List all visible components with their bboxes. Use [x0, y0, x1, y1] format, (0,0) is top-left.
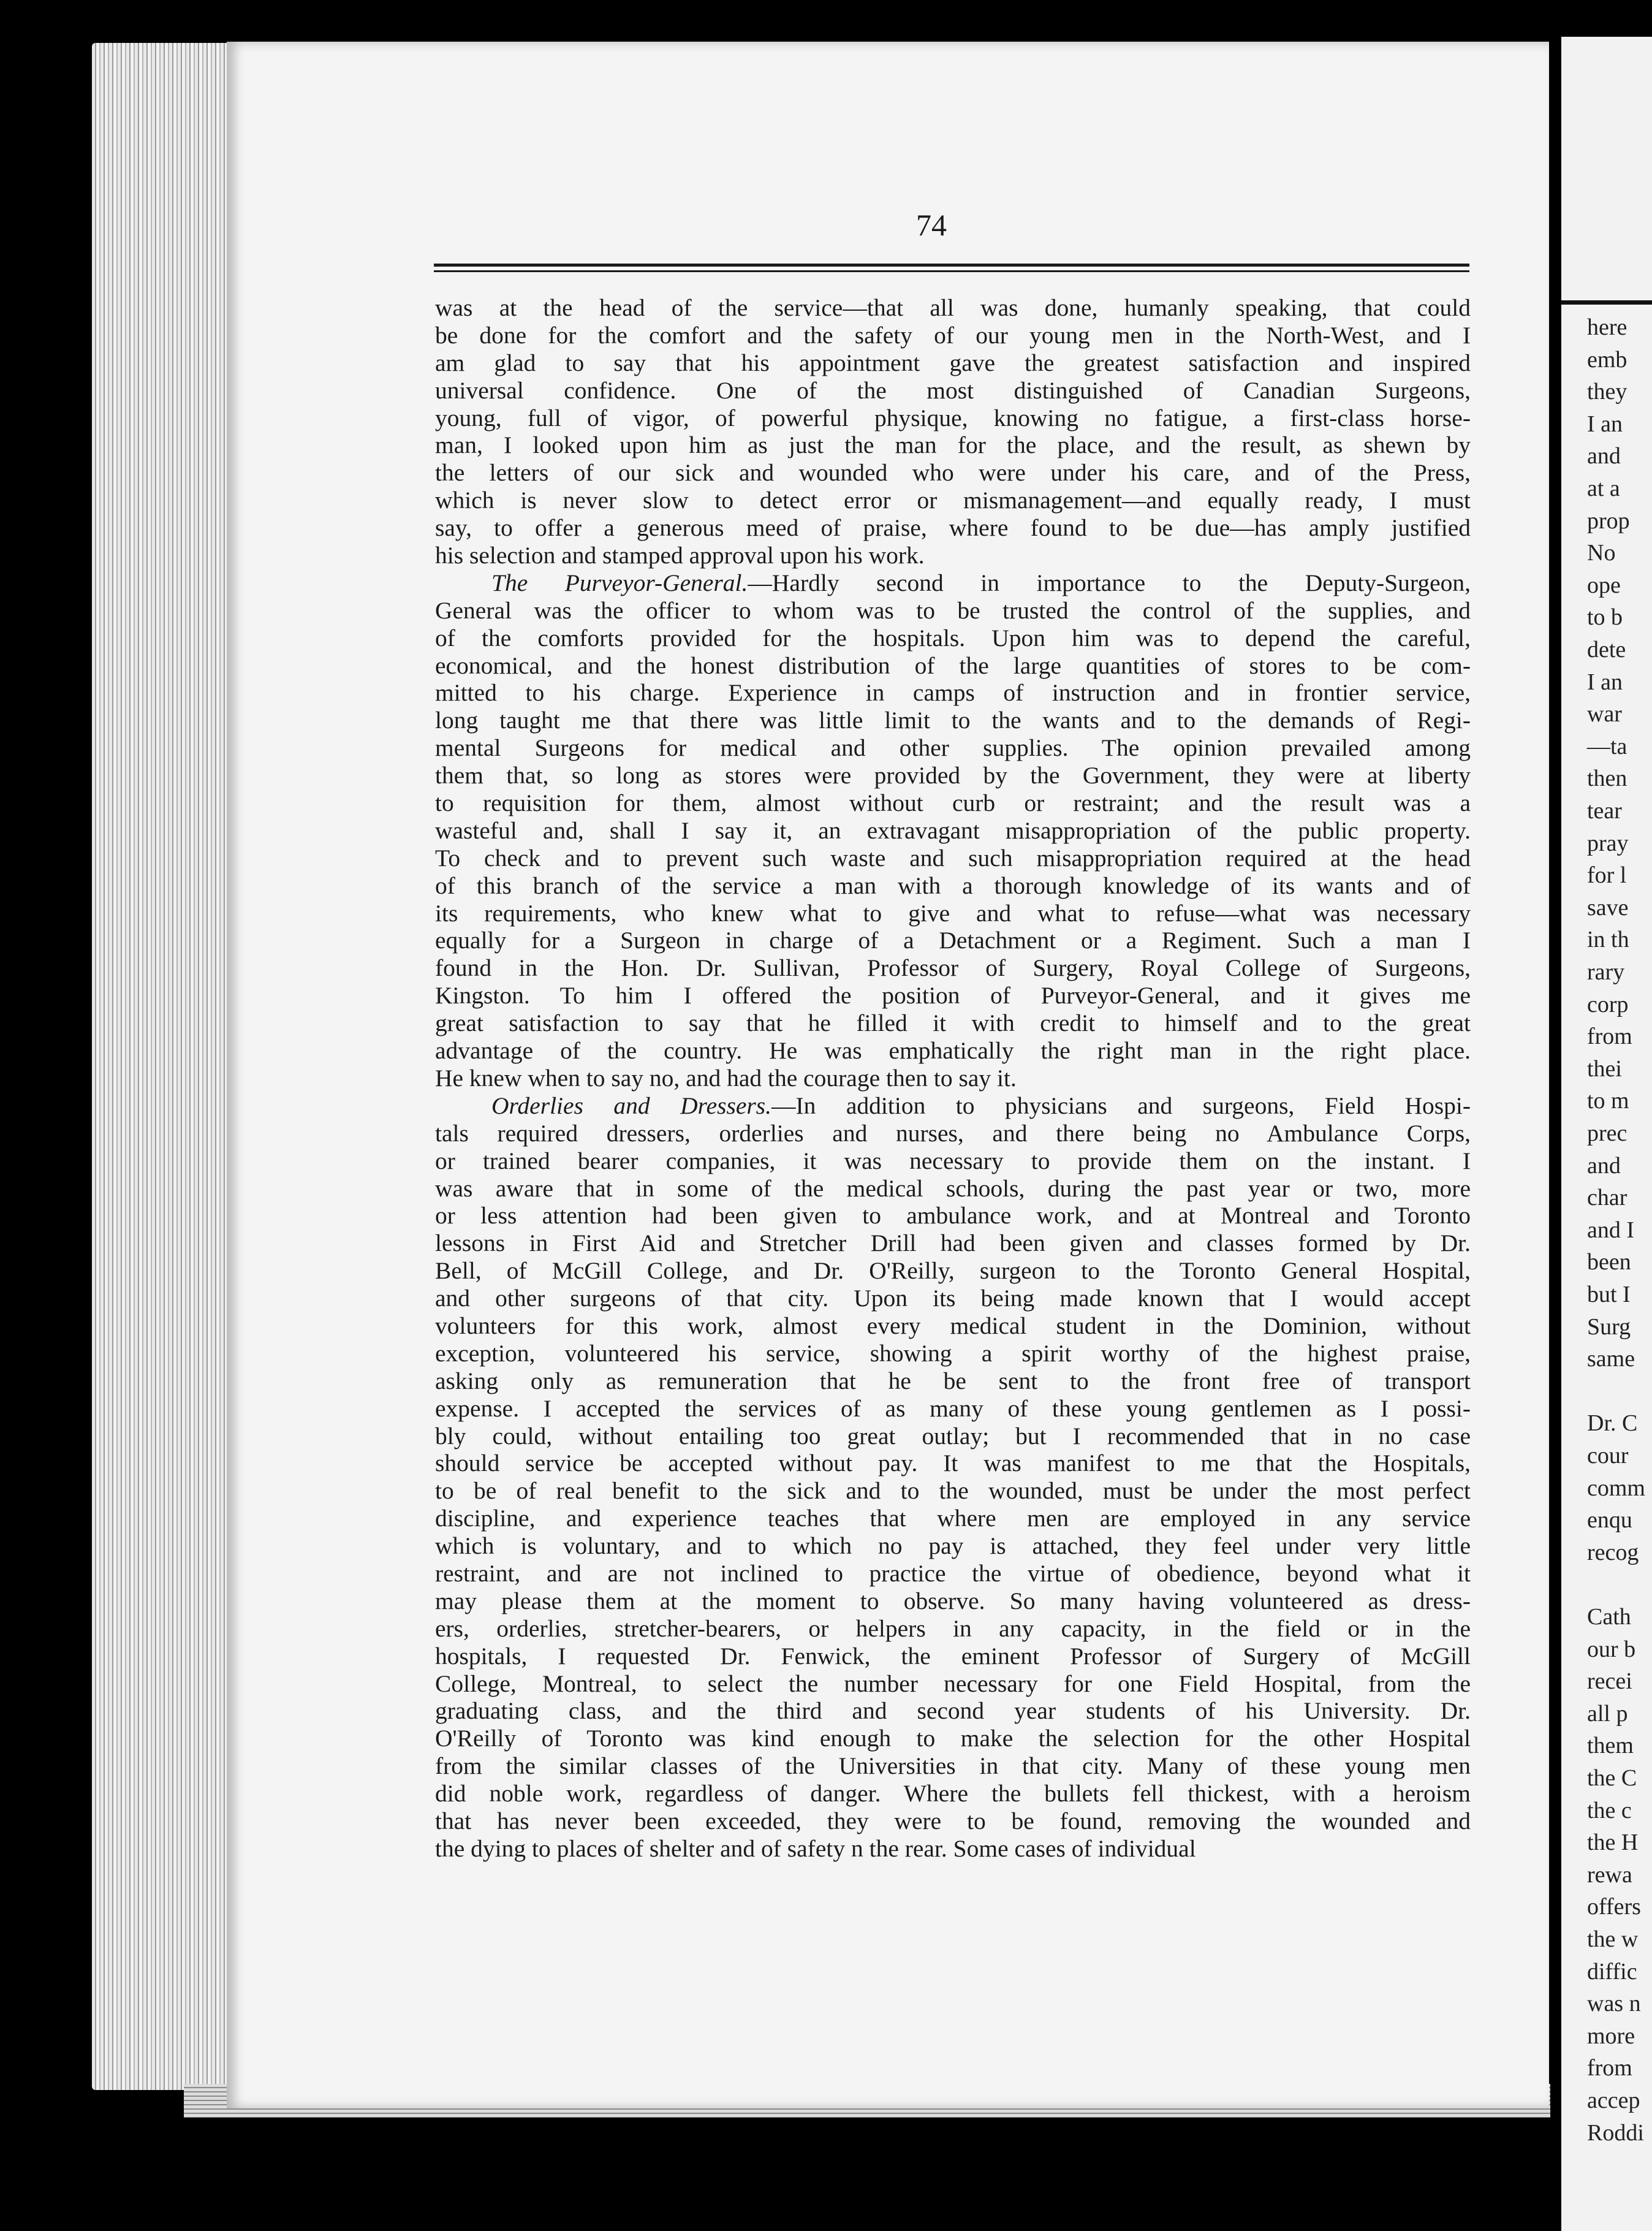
text-line [435, 1092, 1471, 1120]
text-line-content: its requirements, who knew what to give and what to refuse—what was necessary [435, 899, 1471, 927]
text-line [435, 954, 1471, 982]
facing-page-text: they [1587, 379, 1627, 405]
text-line [435, 1037, 1471, 1065]
text-line [435, 900, 1471, 927]
facing-page-text: I an [1587, 669, 1623, 695]
text-line-content: exception, volunteered his service, showing a spirit worthy of the highest praise, [435, 1339, 1471, 1367]
facing-page-text: offers [1587, 1894, 1641, 1920]
text-line-content: universal confidence. One of the most distinguished of Canadian Surgeons, [435, 376, 1471, 404]
text-line-content: or trained bearer companies, it was necessary to provide them on the instant. I [435, 1147, 1471, 1174]
facing-page-text: the C [1587, 1765, 1637, 1791]
text-line-content: young, full of vigor, of powerful physique, knowing no fatigue, a first-class horse- [435, 404, 1471, 431]
facing-page-text: cour [1587, 1443, 1629, 1469]
text-line-content: and other surgeons of that city. Upon its being made known that I would accept [435, 1285, 1471, 1312]
paragraph-heading: Orderlies and Dressers. [491, 1092, 771, 1119]
facing-page-text: at a [1587, 476, 1620, 501]
page-number: 74 [916, 208, 947, 242]
text-line-content: his selection and stamped approval upon his work. [435, 542, 925, 569]
facing-page-text: pray [1587, 830, 1629, 856]
facing-page-text: all p [1587, 1700, 1628, 1727]
text-line-content: Bell, of McGill College, and Dr. O'Reilly, surgeon to the Toronto General Hospital, [435, 1257, 1471, 1285]
text-line [435, 1065, 1471, 1092]
text-line [435, 1477, 1471, 1505]
body-text [435, 294, 1471, 1863]
facing-page-text: save [1587, 894, 1629, 921]
text-line-content: am glad to say that his appointment gave the greatest satisfaction and inspired [435, 349, 1471, 376]
text-line-content: was aware that in some of the medical schools, during the past year or two, more [435, 1174, 1471, 1202]
text-line [435, 625, 1471, 652]
header-rule [434, 264, 1469, 267]
text-line-content: did noble work, regardless of danger. Where the bullets fell thickest, with a heroism [435, 1780, 1471, 1807]
text-line [435, 1615, 1471, 1643]
facing-page-text: and I [1587, 1217, 1635, 1243]
facing-page-text: war [1587, 701, 1622, 728]
facing-page-text: from [1587, 1024, 1632, 1050]
text-line-content: College, Montreal, to select the number necessary for one Field Hospital, from the [435, 1670, 1471, 1697]
text-line-content: To check and to prevent such waste and such misappropriation required at the head [435, 844, 1471, 872]
text-line-content: expense. I accepted the services of as many of these young gentlemen as I possi- [435, 1394, 1471, 1422]
text-line [435, 1643, 1471, 1670]
facing-page-text: diffic [1587, 1958, 1637, 1985]
text-line-content: tals required dressers, orderlies and nurses, and there being no Ambulance Corps, [435, 1119, 1471, 1147]
text-line-content: graduating class, and the third and second year students of his University. Dr. [435, 1697, 1471, 1725]
facing-page-text: and [1587, 443, 1621, 469]
facing-page-text: the c [1587, 1797, 1632, 1823]
text-line [435, 845, 1471, 872]
text-line-content: man, I looked upon him as just the man for the place, and the result, as shewn by [435, 431, 1471, 459]
facing-page-text: more [1587, 2023, 1635, 2049]
text-line [435, 817, 1471, 845]
text-line [435, 789, 1471, 817]
facing-page-text: prop [1587, 507, 1630, 534]
text-line [435, 405, 1471, 432]
text-line [435, 1725, 1471, 1752]
text-line [435, 294, 1471, 322]
text-line-content: the dying to places of shelter and of safety n the rear. Some cases of individual [435, 1834, 1196, 1862]
text-line-content: He knew when to say no, and had the courage then to say it. [435, 1064, 1017, 1092]
facing-page-text: No [1587, 540, 1616, 566]
text-line [435, 679, 1471, 707]
text-line-content: of this branch of the service a man with a thorough knowledge of its wants and of [435, 872, 1471, 899]
facing-page-text: Dr. C [1587, 1410, 1638, 1437]
text-line-content: from the similar classes of the Universities in that city. Many of these young men [435, 1752, 1471, 1780]
text-line-content: Kingston. To him I offered the position of Purveyor-General, and it gives me [435, 982, 1471, 1009]
facing-page-text: to b [1587, 604, 1623, 631]
text-line-content: economical, and the honest distribution of the large quantities of stores to be com- [435, 652, 1471, 679]
facing-page-text: our b [1587, 1636, 1636, 1662]
facing-page-text: and [1587, 1152, 1621, 1179]
text-line [435, 1560, 1471, 1587]
text-line-content: that has never been exceeded, they were to be found, removing the wounded and [435, 1807, 1471, 1834]
text-line-content: to requisition for them, almost without curb or restraint; and the result was a [435, 789, 1471, 817]
text-line [435, 1835, 1471, 1863]
facing-page-text: them [1587, 1733, 1634, 1759]
text-line [435, 1147, 1471, 1175]
text-line [435, 431, 1471, 459]
text-line-content: asking only as remuneration that he be sent to the front free of transport [435, 1367, 1471, 1394]
text-line [435, 927, 1471, 954]
text-line-content: the letters of our sick and wounded who were under his care, and of the Press, [435, 459, 1471, 487]
text-line-content: General was the officer to whom was to be trusted the control of the supplies, and [435, 596, 1471, 624]
text-line [435, 377, 1471, 405]
facing-page-text: dete [1587, 637, 1626, 663]
text-line-content: which is never slow to detect error or mismanagement—and equally ready, I must [435, 487, 1471, 514]
text-line-content: O'Reilly of Toronto was kind enough to make the selection for the other Hospital [435, 1725, 1471, 1752]
text-line [435, 1009, 1471, 1037]
text-line [435, 459, 1471, 487]
facing-page-text: the w [1587, 1926, 1639, 1952]
facing-page-text: Cath [1587, 1604, 1631, 1630]
text-line-content: volunteers for this work, almost every medical student in the Dominion, without [435, 1312, 1471, 1339]
text-line [435, 1312, 1471, 1340]
facing-page-text: thei [1587, 1055, 1622, 1082]
text-line-content: of the comforts provided for the hospitals. Upon him was to depend the careful, [435, 624, 1471, 652]
facing-page-text: been [1587, 1249, 1631, 1275]
facing-page-text: I an [1587, 411, 1623, 437]
text-line-content: discipline, and experience teaches that where men are employed in any service [435, 1505, 1471, 1532]
facing-page-text: comm [1587, 1475, 1645, 1501]
text-line [435, 1505, 1471, 1532]
text-line [435, 1670, 1471, 1698]
text-line [435, 1120, 1471, 1147]
text-line-content: lessons in First Aid and Stretcher Drill had been given and classes formed by Dr. [435, 1230, 1471, 1257]
text-line [435, 514, 1471, 542]
text-line-content: hospitals, I requested Dr. Fenwick, the eminent Professor of Surgery of McGill [435, 1642, 1471, 1670]
text-line [435, 652, 1471, 680]
book-page-edges [92, 43, 233, 2090]
text-line-content: equally for a Surgeon in charge of a Detachment or a Regiment. Such a man I [435, 927, 1471, 954]
text-line [435, 1340, 1471, 1367]
text-line [435, 1257, 1471, 1285]
text-line [435, 1230, 1471, 1257]
facing-page-text: from [1587, 2055, 1632, 2081]
facing-page-text: to m [1587, 1088, 1629, 1114]
text-line [435, 872, 1471, 900]
facing-page-rule [1561, 300, 1652, 305]
text-line [435, 1532, 1471, 1560]
paragraph-heading: The Purveyor-General. [491, 569, 748, 596]
facing-page-text: accep [1587, 2088, 1640, 2113]
facing-page-text: prec [1587, 1120, 1627, 1146]
text-line-content: which is voluntary, and to which no pay is attached, they feel under very little [435, 1532, 1471, 1560]
text-line [435, 322, 1471, 349]
text-line-content: long taught me that there was little limit to the wants and to the demands of Regi- [435, 707, 1471, 734]
text-line [435, 707, 1471, 734]
facing-page-text: in th [1587, 927, 1629, 953]
text-line [435, 1697, 1471, 1725]
text-line-content: say, to offer a generous meed of praise, where found to be due—has amply justified [435, 514, 1471, 542]
facing-page-text: the H [1587, 1830, 1639, 1856]
text-line-content: or less attention had been given to ambulance work, and at Montreal and Toronto [435, 1202, 1471, 1230]
facing-page-text: emb [1587, 346, 1627, 373]
text-line-content: —Hardly second in importance to the Deputy-Surgeon, [748, 569, 1471, 596]
text-line-content: bly could, without entailing too great outlay; but I recommended that in no case [435, 1422, 1471, 1450]
text-line [435, 1752, 1471, 1780]
facing-page-text: Surg [1587, 1313, 1631, 1340]
text-line-content: wasteful and, shall I say it, an extravagant misappropriation of the public property. [435, 816, 1471, 844]
facing-page-text: then [1587, 766, 1627, 792]
text-line [435, 1202, 1471, 1230]
facing-page-text: ope [1587, 572, 1621, 598]
text-line [435, 1423, 1471, 1450]
text-line-content: should service be accepted without pay. It was manifest to me that the Hospitals, [435, 1450, 1471, 1477]
text-line [435, 1450, 1471, 1477]
text-line [435, 1175, 1471, 1203]
facing-page-text: same [1587, 1346, 1635, 1372]
facing-page-text: recog [1587, 1539, 1639, 1565]
text-line [435, 1395, 1471, 1423]
facing-page-text: corp [1587, 991, 1629, 1017]
facing-page-text: rary [1587, 959, 1625, 985]
facing-page-text: here [1587, 314, 1627, 340]
text-line-content: be done for the comfort and the safety of our young men in the North-West, and I [435, 321, 1471, 349]
text-line-content: found in the Hon. Dr. Sullivan, Professor of Surgery, Royal College of Surgeons, [435, 954, 1471, 982]
facing-page-text: was n [1587, 1991, 1641, 2017]
facing-page-text: rewa [1587, 1861, 1632, 1888]
facing-page-text: tear [1587, 798, 1622, 824]
facing-page-text: char [1587, 1185, 1627, 1211]
text-line [435, 349, 1471, 377]
text-line-content: mental Surgeons for medical and other supplies. The opinion prevailed among [435, 734, 1471, 762]
facing-page-text: recei [1587, 1668, 1632, 1695]
facing-page-text: enqu [1587, 1507, 1632, 1534]
facing-page-text: for l [1587, 862, 1627, 889]
text-line-content: great satisfaction to say that he filled it with credit to himself and to the great [435, 1009, 1471, 1037]
text-line-content: was at the head of the service—that all was done, humanly speaking, that could [435, 294, 1471, 321]
facing-page-fragment [1561, 37, 1652, 2231]
facing-page-text: —ta [1587, 733, 1627, 759]
text-line-content: mitted to his charge. Experience in camps of instruction and in frontier service, [435, 679, 1471, 707]
text-line [435, 1780, 1471, 1807]
text-line-content: to be of real benefit to the sick and to the wounded, must be under the most perfect [435, 1477, 1471, 1505]
text-line [435, 982, 1471, 1009]
text-line [435, 569, 1471, 597]
text-line [435, 1587, 1471, 1615]
text-line-content: them that, so long as stores were provided by the Government, they were at liberty [435, 762, 1471, 789]
facing-page-text: Roddi [1587, 2119, 1644, 2146]
text-line-content: advantage of the country. He was emphatically the right man in the right place. [435, 1037, 1471, 1065]
text-line [435, 1285, 1471, 1312]
text-line [435, 487, 1471, 514]
text-line [435, 1367, 1471, 1395]
text-line [435, 1807, 1471, 1835]
text-line-content: may please them at the moment to observe. So many having volunteered as dress- [435, 1587, 1471, 1614]
header-rule-thin [434, 270, 1469, 272]
text-line [435, 762, 1471, 789]
text-line [435, 734, 1471, 762]
text-line-content: ers, orderlies, stretcher-bearers, or helpers in any capacity, in the field or in the [435, 1614, 1471, 1642]
text-line [435, 542, 1471, 569]
facing-page-text: but I [1587, 1282, 1631, 1307]
text-line [435, 597, 1471, 625]
text-line-content: restraint, and are not inclined to practice the virtue of obedience, beyond what it [435, 1559, 1471, 1587]
text-line-content: —In addition to physicians and surgeons, Field Hospi- [771, 1092, 1471, 1119]
